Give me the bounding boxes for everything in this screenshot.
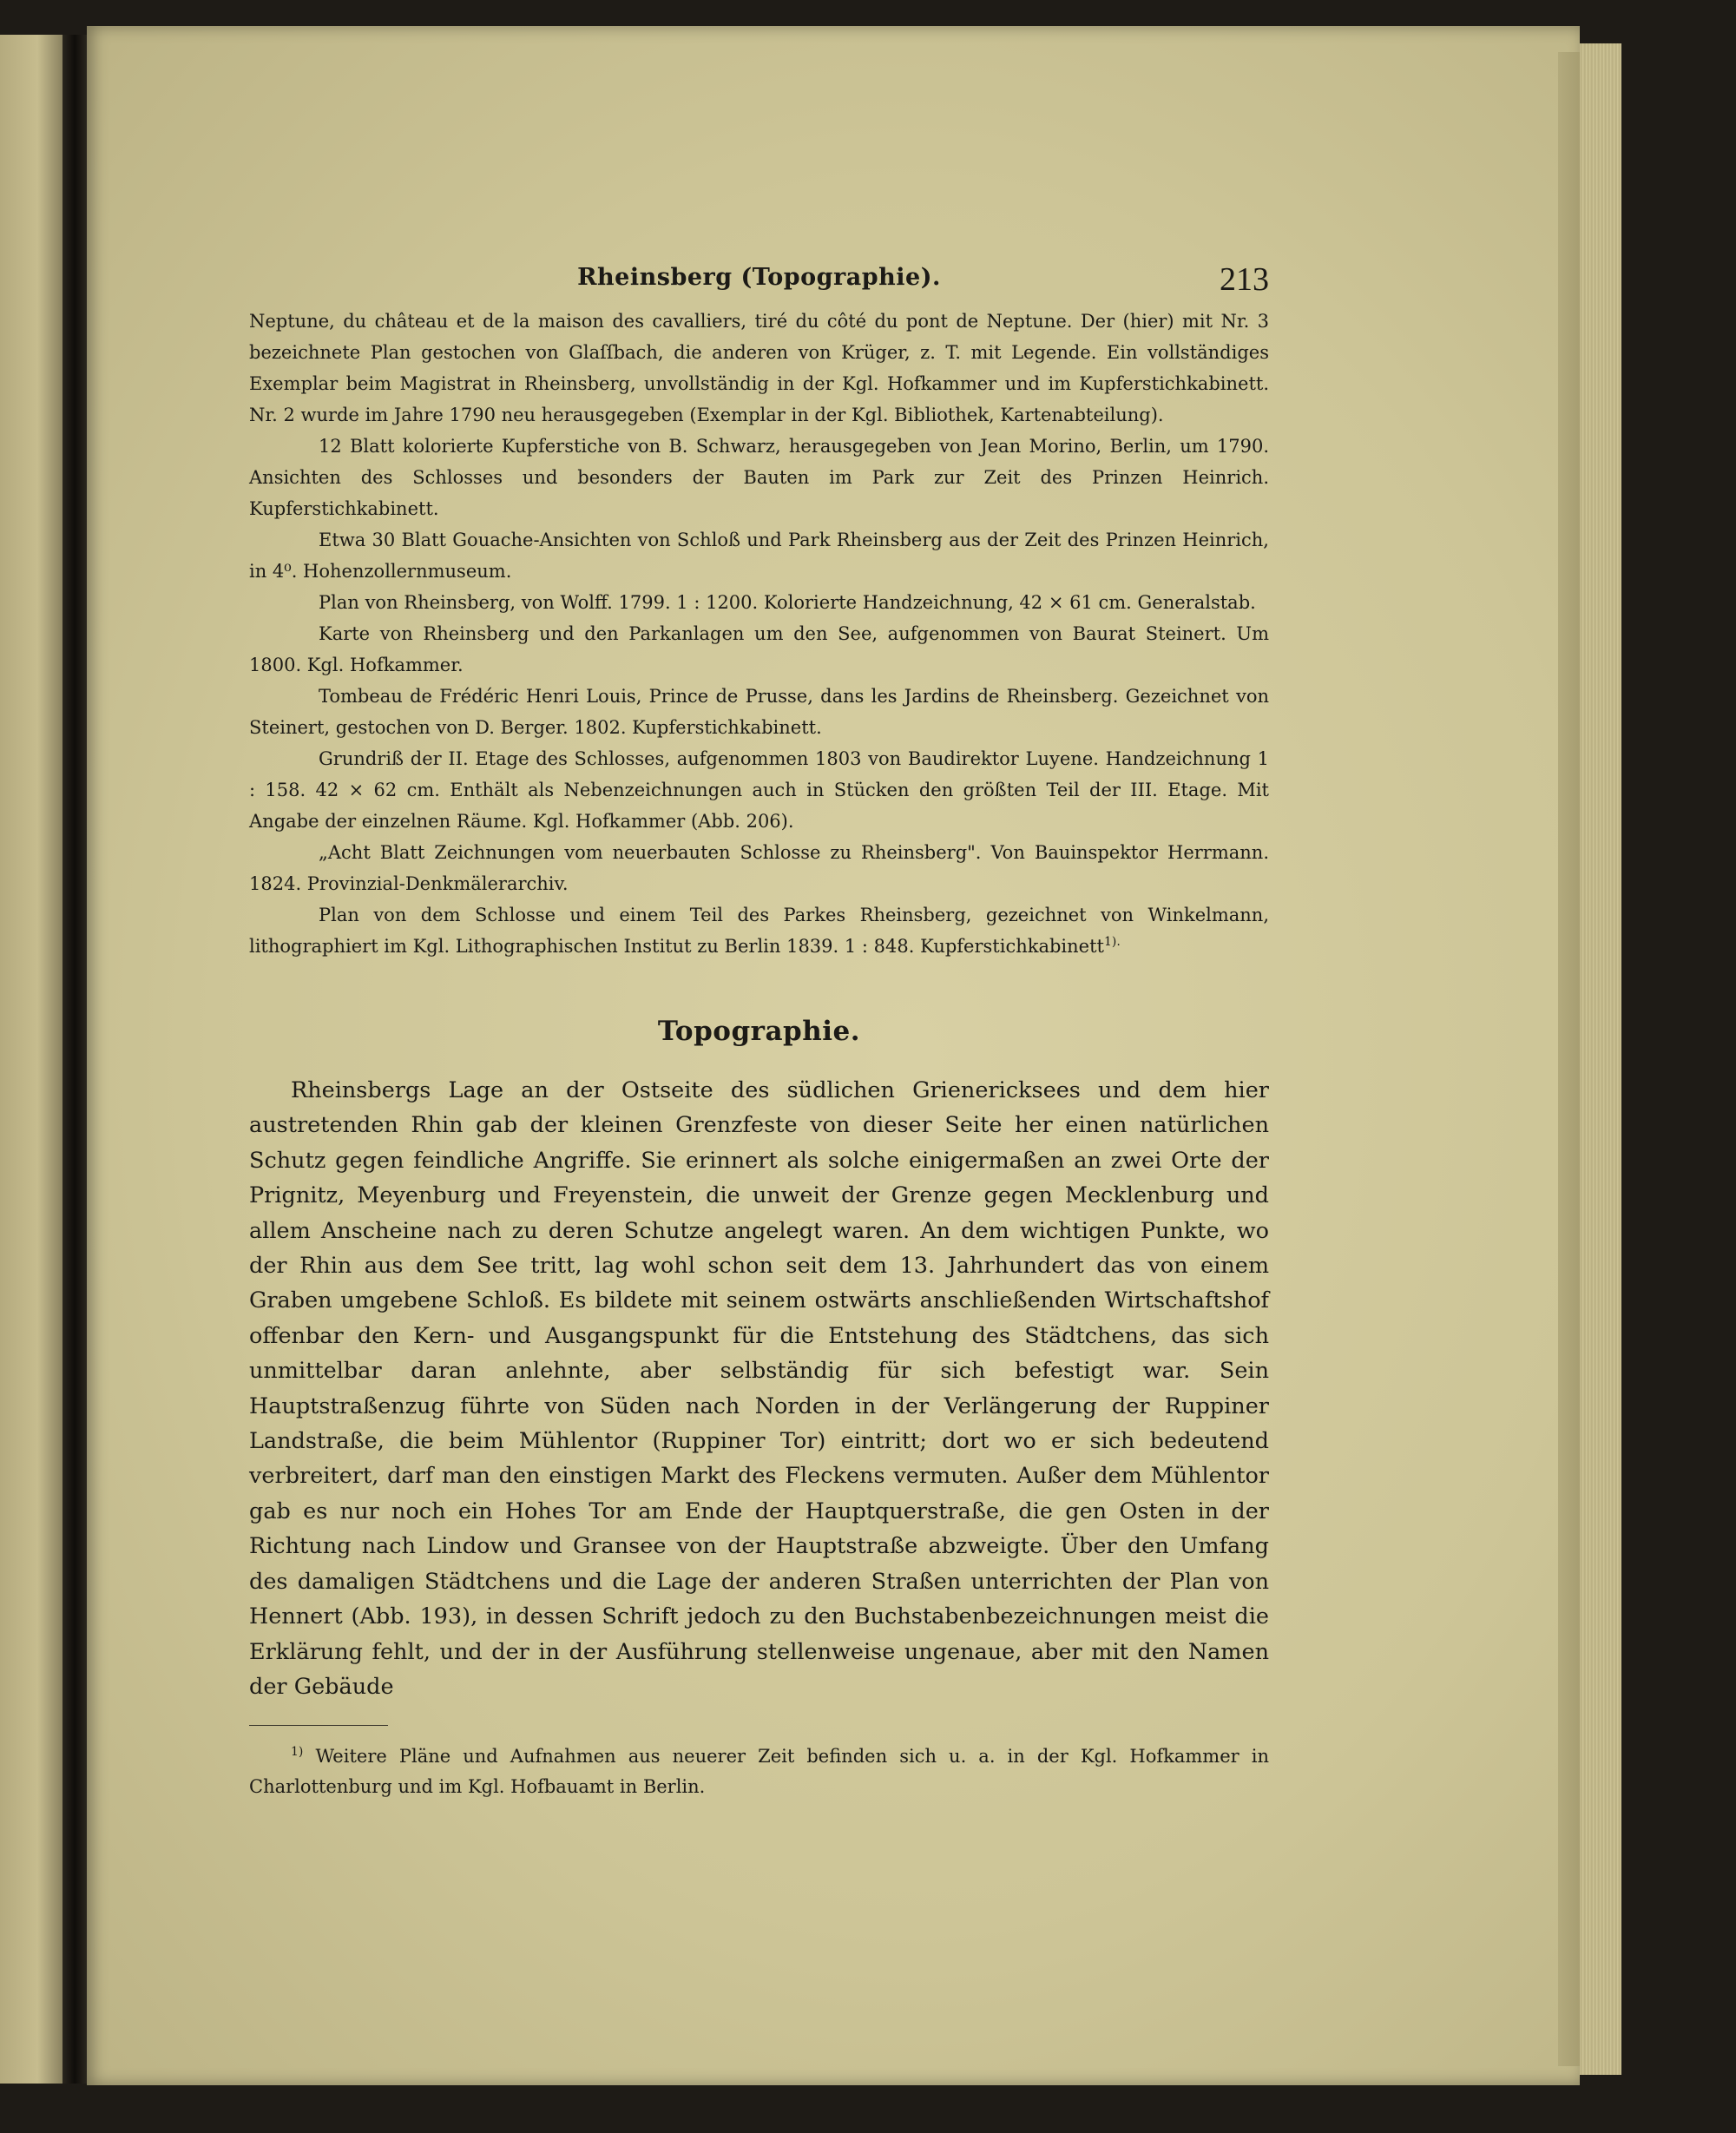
page-content xyxy=(249,260,1269,1802)
bibliography-entry: Plan von dem Schlosse und einem Teil des Parkes Rheinsberg, gezeichnet von Winkelmann, lithographiert im Kgl. Lithographischen Institut zu Berlin 1839. 1 : 848. Kupferstichkabinett$^{1).}$ xyxy=(249,905,1269,957)
page-header xyxy=(249,260,1269,306)
book-gutter xyxy=(62,35,87,2084)
bibliography-entry: Plan von Rheinsberg, von Wolff. 1799. 1 : 1200. Kolorierte Handzeichnung, 42 × 61 cm. Generalstab. xyxy=(319,592,1256,613)
footnote-text: Weitere Pläne und Aufnahmen aus neuerer Zeit befinden sich u. a. in der Kgl. Hofkammer in Charlottenburg und im Kgl. Hofbauamt in Berlin. xyxy=(249,1746,1269,1798)
footnote-divider xyxy=(249,1725,388,1726)
page-block-shadow xyxy=(1558,52,1582,2066)
page-block-edge xyxy=(1580,43,1621,2075)
bibliography-entry: Tombeau de Frédéric Henri Louis, Prince de Prusse, dans les Jardins de Rheinsberg. Gezeichnet von Steinert, gestochen von D. Berger. 1802. Kupferstichkabinett. xyxy=(249,686,1269,738)
page-number: 213 xyxy=(1220,261,1269,298)
facing-page-edge xyxy=(0,35,62,2084)
footnote xyxy=(249,1741,1269,1802)
footnote-reference: 1). xyxy=(1103,935,1121,949)
section-title: Topographie. xyxy=(657,1016,861,1047)
bibliography-entry: Neptune, du château et de la maison des cavalliers, tiré du côté du pont de Neptune. Der (hier) mit Nr. 3 bezeichnete Plan gestochen von Glaſſbach, die anderen von Krüger, z. T. mit Legende. Ein vollständiges Exemplar beim Magistrat in Rheinsberg, unvollständig in der Kgl. Hofkammer und im Kupferstichkabinett. Nr. 2 wurde im Jahre 1790 neu herausgegeben (Exemplar in der Kgl. Bibliothek, Kartenabteilung). xyxy=(249,311,1269,425)
bibliography-entry: 12 Blatt kolorierte Kupferstiche von B. Schwarz, herausgegeben von Jean Morino, Berlin, um 1790. Ansichten des Schlosses und besonders der Bauten im Park zur Zeit des Prinzen Heinrich. Kupferstichkabinett. xyxy=(249,436,1269,519)
bibliography-entry: Karte von Rheinsberg und den Parkanlagen um den See, aufgenommen von Baurat Steinert. Um 1800. Kgl. Hofkammer. xyxy=(249,623,1269,675)
body-paragraph: Rheinsbergs Lage an der Ostseite des südlichen Grienericksees und dem hier austretenden Rhin gab der kleinen Grenzfeste von dieser Seite her einen natürlichen Schutz gegen feindliche Angriffe. Sie erinnert als solche einigermaßen an zwei Orte der Prignitz, Meyenburg und Freyenstein, die unweit der Grenze gegen Mecklenburg und allem Anscheine nach zu deren Schutze angelegt waren. An dem wichtigen Punkte, wo der Rhin aus dem See tritt, lag wohl schon seit dem 13. Jahrhundert das von einem Graben umgebene Schloß. Es bildete mit seinem ostwärts anschließenden Wirtschaftshof offenbar den Kern- und Ausgangspunkt für die Entstehung des Städtchens, das sich unmittelbar daran anlehnte, aber selbständig für sich befestigt war. Sein Hauptstraßenzug führte von Süden nach Norden in der Verlängerung der Ruppiner Landstraße, die beim Mühlentor (Ruppiner Tor) eintritt; dort wo er sich bedeutend verbreitert, darf man den einstigen Markt des Fleckens vermuten. Außer dem Mühlentor gab es nur noch ein Hohes Tor am Ende der Hauptquerstraße, die gen Osten in der Richtung nach Lindow und Gransee von der Hauptstraße abzweigte. Über den Umfang des damaligen Städtchens und die Lage der anderen Straßen unterrichten der Plan von Hennert (Abb. 193), in dessen Schrift jedoch zu den Buchstabenbezeichnungen meist die Erklärung fehlt, und der in der Ausführung stellenweise ungenaue, aber mit den Namen der Gebäude xyxy=(249,1077,1269,1700)
running-head: Rheinsberg (Topographie). xyxy=(577,264,941,291)
bibliography-entry: „Acht Blatt Zeichnungen vom neuerbauten Schlosse zu Rheinsberg". Von Bauinspektor Herrmann. 1824. Provinzial-Denkmälerarchiv. xyxy=(249,842,1269,894)
bibliography-list xyxy=(249,306,1269,962)
footnote-marker: 1) xyxy=(291,1745,304,1760)
bibliography-entry: Etwa 30 Blatt Gouache-Ansichten von Schloß und Park Rheinsberg aus der Zeit des Prinzen Heinrich, in 4⁰. Hohenzollernmuseum. xyxy=(249,530,1269,582)
bibliography-entry: Grundriß der II. Etage des Schlosses, aufgenommen 1803 von Baudirektor Luyene. Handzeichnung 1 : 158. 42 × 62 cm. Enthält als Nebenzeichnungen auch in Stücken den größten Teil der III. Etage. Mit Angabe der einzelnen Räume. Kgl. Hofkammer (Abb. 206). xyxy=(249,748,1269,832)
